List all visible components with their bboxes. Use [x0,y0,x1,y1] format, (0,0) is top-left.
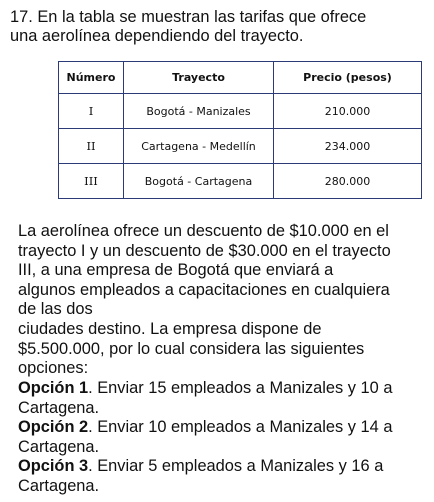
option-text-continued: Cartagena. [18,476,100,495]
option-text: . Enviar 5 empleados a Manizales y 16 a [88,457,384,476]
cell-precio: 280.000 [274,164,422,199]
cell-trayecto: Bogotá - Cartagena [124,164,274,199]
paragraph-line: ciudades destino. La empresa dispone de [18,319,322,338]
table-header-row [59,62,422,94]
option-item [18,418,432,457]
option-label: Opción 3 [18,457,89,476]
problem-paragraph [18,222,432,379]
paragraph-line: $5.500.000, por lo cual considera las siguientes [18,339,365,358]
option-text: . Enviar 10 empleados a Manizales y 14 a [88,418,393,437]
paragraph-line: opciones: [18,359,89,378]
question-line-2: una aerolínea dependiendo del trayecto. [10,27,304,45]
option-text-continued: Cartagena. [18,437,100,456]
fare-table [58,61,422,199]
header-numero: Número [59,62,124,94]
question-header [10,8,430,46]
option-text-continued: Cartagena. [18,398,100,417]
cell-numero: II [59,129,124,164]
option-label: Opción 2 [18,418,89,437]
option-item [18,379,432,418]
cell-trayecto: Bogotá - Manizales [124,94,274,129]
paragraph-line: algunos empleados a capacitaciones en cualquiera [18,280,390,299]
cell-trayecto: Cartagena - Medellín [124,129,274,164]
cell-numero: III [59,164,124,199]
cell-precio: 234.000 [274,129,422,164]
question-line-1: 17. En la tabla se muestran las tarifas que ofrece [10,8,367,26]
option-text: . Enviar 15 empleados a Manizales y 10 a [88,379,393,397]
header-trayecto: Trayecto [124,62,274,94]
option-label: Opción 1 [18,379,89,397]
option-item [18,457,432,496]
header-precio: Precio (pesos) [274,62,422,94]
cell-precio: 210.000 [274,94,422,129]
paragraph-line: La aerolínea ofrece un descuento de $10.000 en el [18,222,389,240]
paragraph-line: de las dos [18,300,93,319]
options-list [18,379,432,497]
cell-numero: I [59,94,124,129]
table-row [59,129,422,164]
table-row [59,94,422,129]
paragraph-line: trayecto I y un descuento de $30.000 en el trayecto [18,241,391,260]
paragraph-line: III, a una empresa de Bogotá que enviará a [18,261,334,280]
table-row [59,164,422,199]
